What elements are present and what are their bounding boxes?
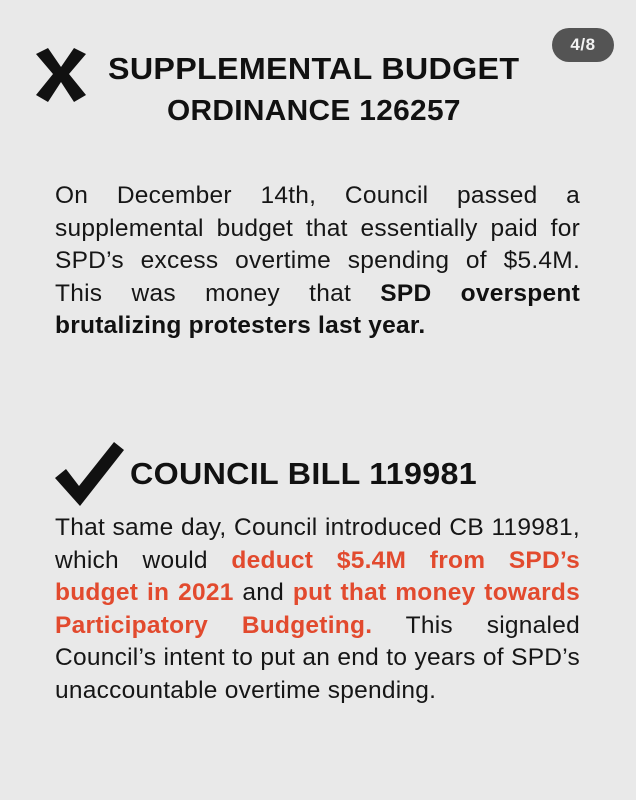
page-indicator-badge: 4/8 <box>552 28 614 62</box>
section2-body-text-3: This signaled Council’s intent to put an end to years of SPD’s unaccountable overtime spending. <box>55 611 580 704</box>
section1-body-text: On December 14th, Council passed a supplemental budget that essentially paid for SPD’s excess overtime spending of $5.4M. This was money that <box>55 182 580 307</box>
section2-body-highlight-1: deduct $5.4M from SPD’s budget in 2021 <box>55 546 580 606</box>
section2-body-text-2: and <box>233 579 293 606</box>
section1-title-line2: ORDINANCE 126257 <box>167 95 461 127</box>
section2-title: COUNCIL BILL 119981 <box>130 456 477 491</box>
section2-body-text-1: That same day, Council introduced CB 119981, which would <box>55 514 580 574</box>
check-mark-icon <box>52 438 126 510</box>
section1-body-bold: SPD overspent brutalizing protesters last year. <box>55 279 581 339</box>
section1-body <box>55 180 580 343</box>
section2-body-highlight-2: put that money towards Participatory Budgeting. <box>55 579 580 639</box>
section1-title-line1: SUPPLEMENTAL BUDGET <box>108 51 520 86</box>
section2-body <box>55 512 580 707</box>
x-mark-icon <box>30 44 90 104</box>
